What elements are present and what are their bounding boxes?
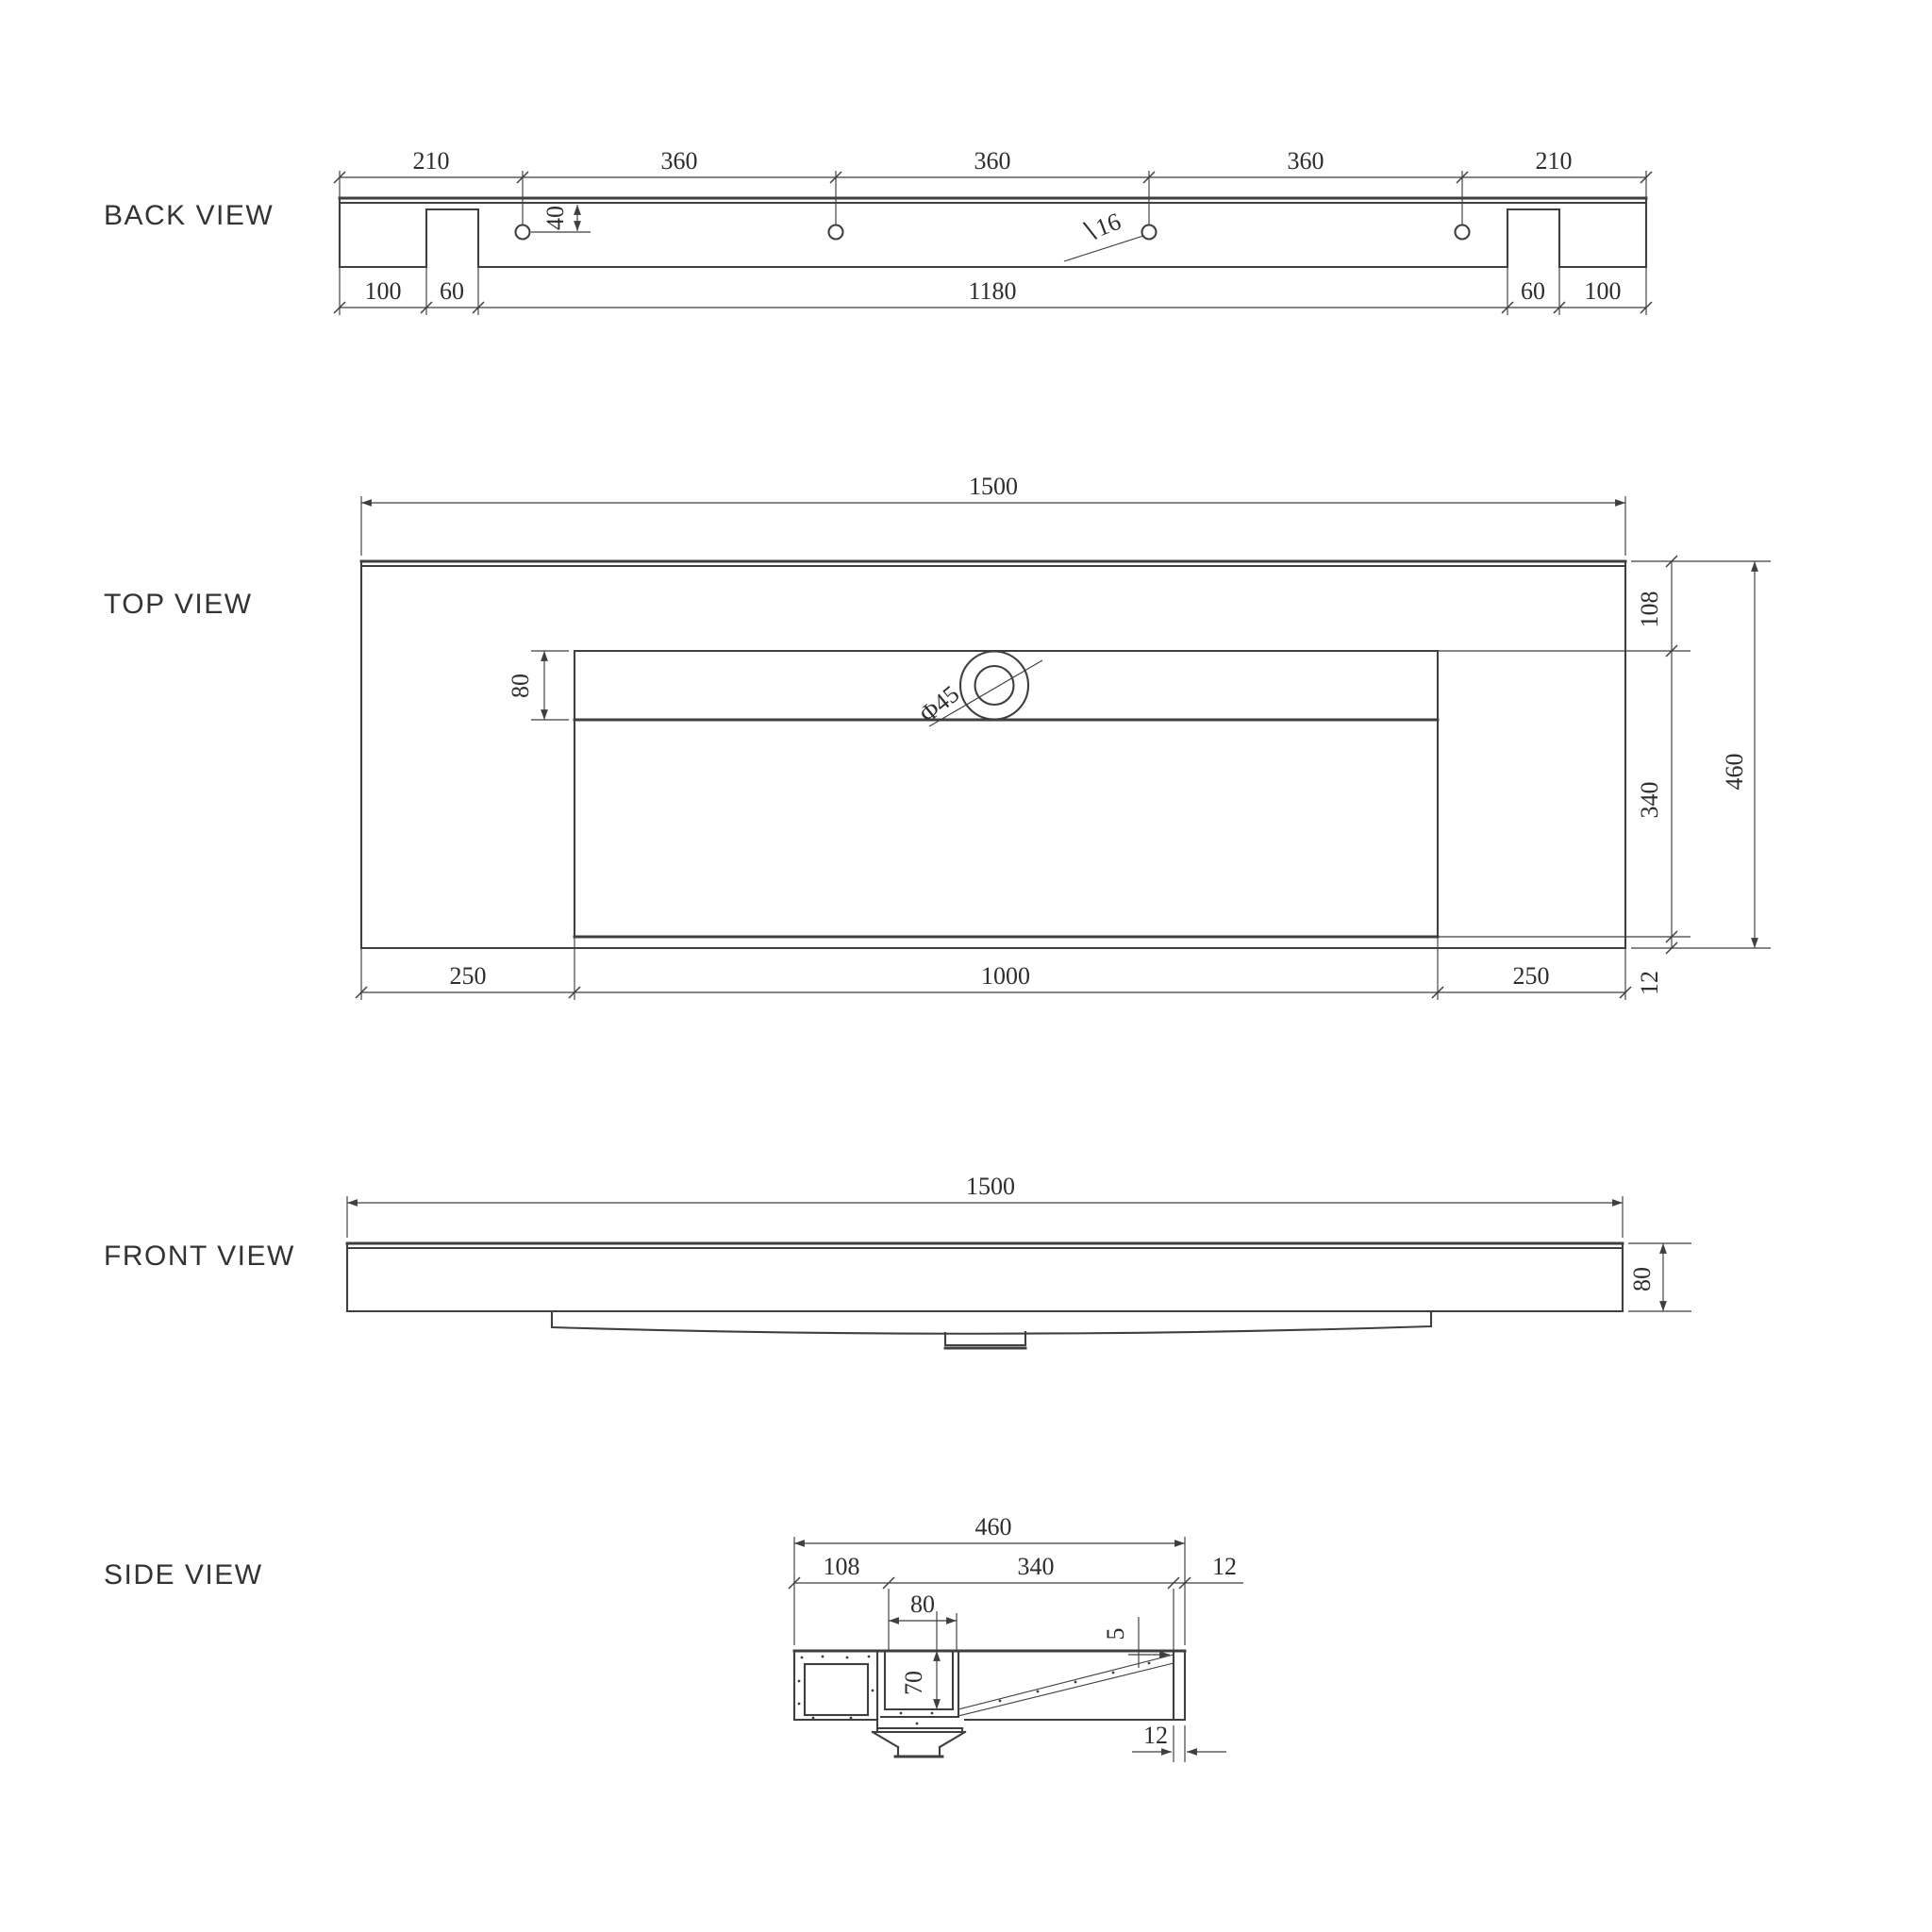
dim-label: 60 <box>1521 277 1545 305</box>
front-view-title: FRONT VIEW <box>104 1241 295 1272</box>
front-thickness-dimension <box>1628 1243 1691 1311</box>
side-sheet-dimension <box>1102 1617 1170 1668</box>
side-bowl-depth-dimension <box>900 1611 937 1709</box>
side-view-title: SIDE VIEW <box>104 1559 263 1591</box>
top-bottom-dimension <box>356 937 1631 1000</box>
dim-label: 360 <box>1287 147 1324 175</box>
dim-label: 460 <box>1721 753 1748 791</box>
dim-label: 1500 <box>966 1173 1015 1200</box>
back-view <box>104 147 1652 315</box>
dim-label: 60 <box>440 277 464 305</box>
side-wall-dimension <box>1132 1722 1226 1762</box>
front-width-dimension <box>347 1173 1623 1238</box>
dim-label: 12 <box>1212 1553 1237 1580</box>
back-hole-offset-dimension <box>531 205 591 232</box>
dim-label: 108 <box>823 1553 860 1580</box>
back-view-title: BACK VIEW <box>104 200 275 231</box>
side-slot-dimension <box>889 1591 957 1651</box>
dim-label: 1000 <box>981 962 1030 990</box>
dim-label: 80 <box>910 1591 935 1618</box>
front-view <box>104 1173 1691 1348</box>
top-width-dimension <box>361 473 1625 556</box>
dim-label: 40 <box>541 206 569 230</box>
dim-label: 100 <box>364 277 402 305</box>
dim-label: 460 <box>974 1513 1012 1541</box>
dim-label: 12 <box>1636 971 1663 995</box>
back-bottom-dimension <box>334 267 1652 315</box>
dim-label: 12 <box>1143 1722 1168 1749</box>
top-outline <box>361 561 1625 948</box>
dim-label: 340 <box>1636 781 1663 819</box>
dim-label: 360 <box>660 147 698 175</box>
back-fixing-holes <box>516 225 1470 240</box>
dim-label: 210 <box>1535 147 1573 175</box>
dim-label: 250 <box>449 962 487 990</box>
dim-label: 1500 <box>969 473 1018 500</box>
dim-label: 80 <box>507 674 534 698</box>
dim-label: 210 <box>412 147 450 175</box>
dim-label: 108 <box>1636 591 1663 628</box>
top-view-title: TOP VIEW <box>104 589 253 620</box>
back-hole-diameter-label <box>1064 208 1143 261</box>
side-outline <box>794 1651 1185 1757</box>
dim-label: 250 <box>1512 962 1550 990</box>
front-outline <box>347 1243 1623 1348</box>
dim-label: Φ45 <box>914 679 965 728</box>
side-segment-dimension <box>789 1553 1243 1651</box>
dim-label: 100 <box>1584 277 1622 305</box>
back-top-dimension <box>334 147 1652 225</box>
top-view <box>104 473 1771 1000</box>
dim-label: 70 <box>900 1671 927 1695</box>
side-view <box>104 1513 1243 1762</box>
dim-label: ∖16 <box>1076 207 1125 248</box>
dim-label: 1180 <box>968 277 1017 305</box>
top-slot-dimension <box>507 651 569 720</box>
dim-label: 80 <box>1628 1267 1656 1291</box>
top-depth-dimension <box>1438 556 1771 995</box>
dim-label: 360 <box>974 147 1011 175</box>
dim-label: 5 <box>1102 1627 1129 1641</box>
top-drain-hole <box>914 652 1042 728</box>
dim-label: 340 <box>1017 1553 1055 1580</box>
